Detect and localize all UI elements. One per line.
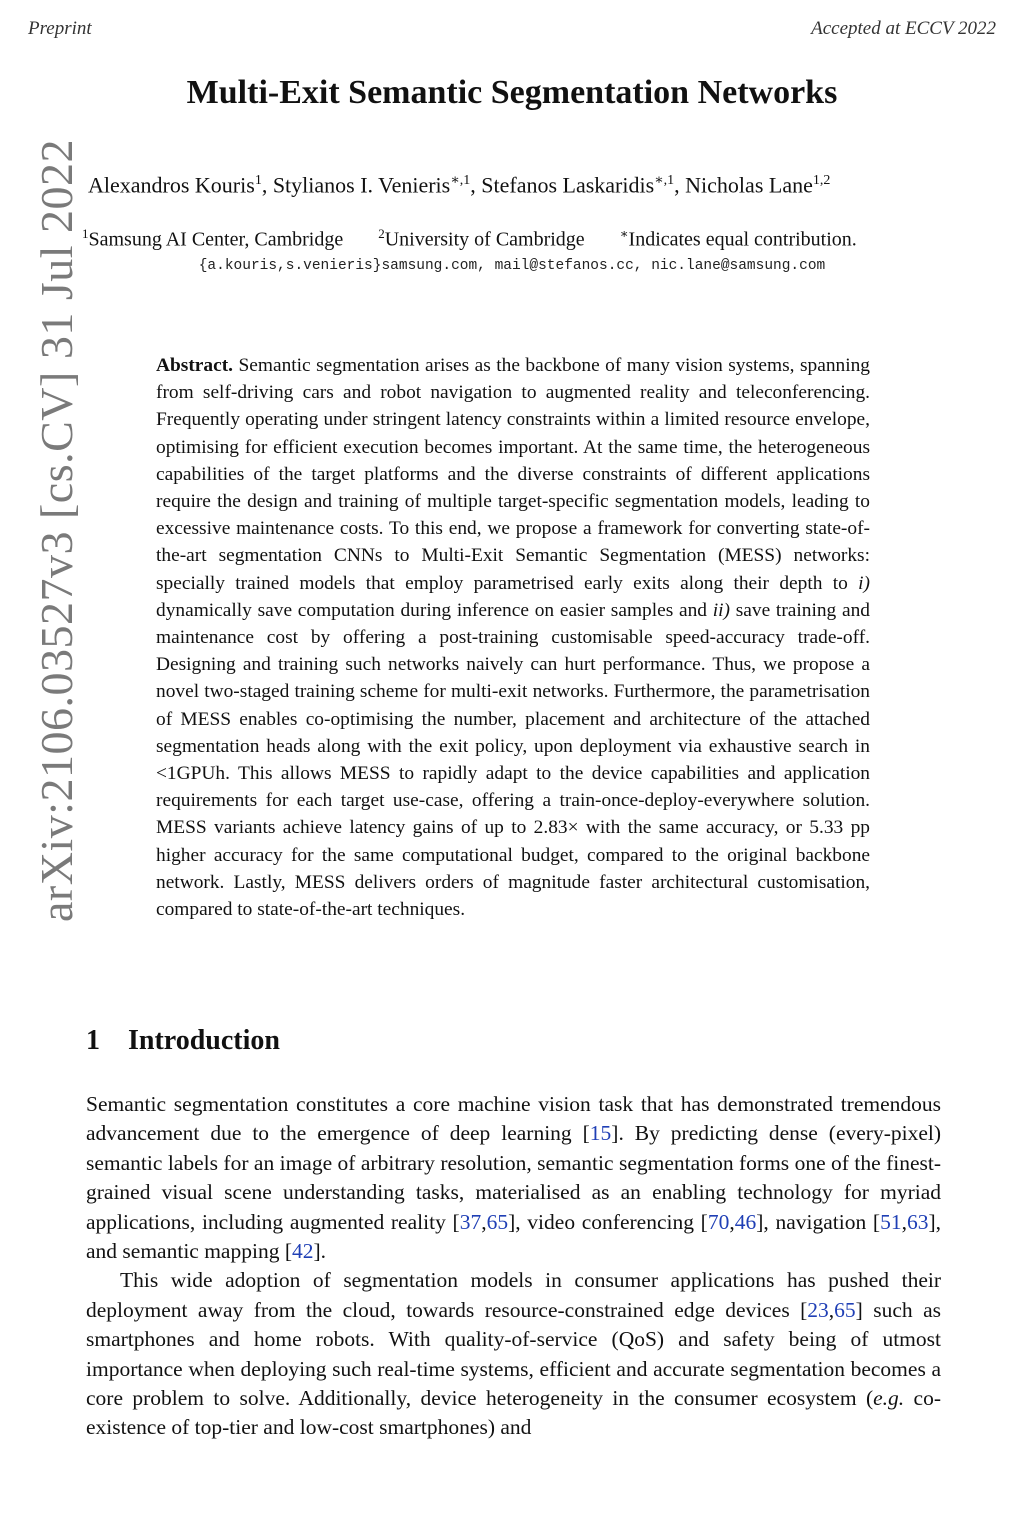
body-text: , [729,1209,735,1234]
body-text: This wide adoption of segmentation models in consumer applications has pushed their deployment away from the cloud, towards resource-constrained edge devices [ [86,1268,941,1322]
affiliation-mark: 2 [378,226,385,241]
abstract [156,352,870,923]
citation-link[interactable]: 37 [459,1209,482,1234]
author-affiliation-mark: 1,2 [812,173,831,188]
abstract-label: Abstract. [156,355,234,376]
author-affiliation-mark: 1 [254,173,262,188]
body-text: , [481,1209,487,1234]
author-name: Stylianos I. Venieris [272,172,451,198]
abstract-enum: i) [858,572,870,594]
body-text: ]. By predicting dense (every-pixel) semantic labels for an image of arbitrary resolution, semantic segmentation forms one of the finest-grained visual scene understanding tasks, materialised as an enabling technology for myriad applications, including augmented reality [ [86,1121,941,1234]
body-paragraph [86,1266,941,1442]
affiliation: Samsung AI Center, Cambridge [88,228,344,251]
italic-text: e.g. [873,1386,905,1411]
author-name: Stefanos Laskaridis [481,172,655,198]
author-separator: , [674,172,686,198]
affiliation-note: Indicates equal contribution. [628,228,857,251]
author-affiliation-mark: ∗,1 [450,173,471,188]
running-header-left: Preprint [28,18,92,39]
introduction-body [86,1090,941,1443]
affiliation: University of Cambridge [384,228,585,251]
section-title: Introduction [128,1025,280,1056]
running-header-right: Accepted at ECCV 2022 [811,18,996,39]
citation-link[interactable]: 65 [486,1209,509,1234]
paper-title: Multi-Exit Semantic Segmentation Networks [186,74,838,111]
citation-link[interactable]: 51 [880,1209,902,1234]
citation-link[interactable]: 42 [291,1239,314,1264]
body-text: co-existence of top-tier and low-cost smartphones) and [86,1386,941,1440]
author-emails: {a.kouris,s.venieris}samsung.com, mail@stefanos.cc, nic.lane@samsung.com [198,258,826,274]
abstract-enum: ii) [712,599,730,621]
body-text: Semantic segmentation constitutes a core machine vision task that has demonstrated tremendous advancement due to the emergence of deep learning [ [86,1092,941,1146]
abstract-text: dynamically save computation during inference on easier samples and [156,599,713,621]
author-name: Nicholas Lane [685,172,813,198]
affiliation-mark: 1 [82,226,89,241]
section-heading [86,1025,280,1057]
author-separator: , [261,172,273,198]
body-text: ], video conferencing [ [508,1209,708,1234]
abstract-text: Semantic segmentation arises as the backbone of many vision systems, spanning from self-driving cars and robot navigation to augmented reality and teleconferencing. Frequently operating under stringent latency constraints within a limited resource envelope, optimising for efficient execution becomes important. At the same time, the heterogeneous capabilities of the target platforms and the diverse constraints of different applications require the design and training of multiple target-specific segmentation models, leading to excessive maintenance costs. To this end, we propose a framework for converting state-of-the-art segmentation CNNs to Multi-Exit Semantic Segmentation (MESS) networks: specially trained models that employ parametrised early exits along their depth to [156,355,870,594]
author-affiliation-mark: ∗,1 [654,173,675,188]
body-text: , [901,1209,907,1234]
affiliation-mark: ∗ [619,226,629,241]
arxiv-identifier: arXiv:2106.03527v3 [cs.CV] 31 Jul 2022 [31,138,83,922]
citation-link[interactable]: 23 [807,1297,829,1322]
citation-link[interactable]: 46 [734,1209,757,1234]
citation-link[interactable]: 70 [707,1209,730,1234]
body-text: , [828,1297,835,1322]
author-separator: , [470,172,482,198]
abstract-text: save training and maintenance cost by offering a post-training customisable speed-accuracy trade-off. Designing and training such networks naively can hurt performance. Thus, we propose a novel two-staged training scheme for multi-exit networks. Furthermore, the parametrisation of MESS enables co-optimising the number, placement and architecture of the attached segmentation heads along with the exit policy, upon deployment via exhaustive search in <1GPUh. This allows MESS to rapidly adapt to the device capabilities and application requirements for each target use-case, offering a train-once-deploy-everywhere solution. MESS variants achieve latency gains of up to 2.83× with the same accuracy, or 5.33 pp higher accuracy for the same computational budget, compared to the original backbone network. Lastly, MESS delivers orders of magnitude faster architectural customisation, compared to state-of-the-art techniques. [156,599,870,921]
citation-link[interactable]: 15 [589,1121,612,1146]
body-text: ] such as smartphones and home robots. With quality-of-service (QoS) and safety being of utmost importance when deploying such real-time systems, efficient and accurate segmentation becomes a core problem to solve. Additionally, device heterogeneity in the consumer ecosystem ( [86,1297,941,1411]
author-list [88,172,948,198]
body-text: ]. [313,1239,327,1264]
body-text: ], navigation [ [756,1209,881,1234]
body-paragraph [86,1090,941,1266]
citation-link[interactable]: 65 [834,1297,856,1322]
citation-link[interactable]: 63 [906,1209,929,1234]
author-name: Alexandros Kouris [88,172,255,198]
affiliation-line [82,226,952,252]
section-number: 1 [86,1025,100,1056]
body-text: ], and semantic mapping [ [86,1209,941,1264]
